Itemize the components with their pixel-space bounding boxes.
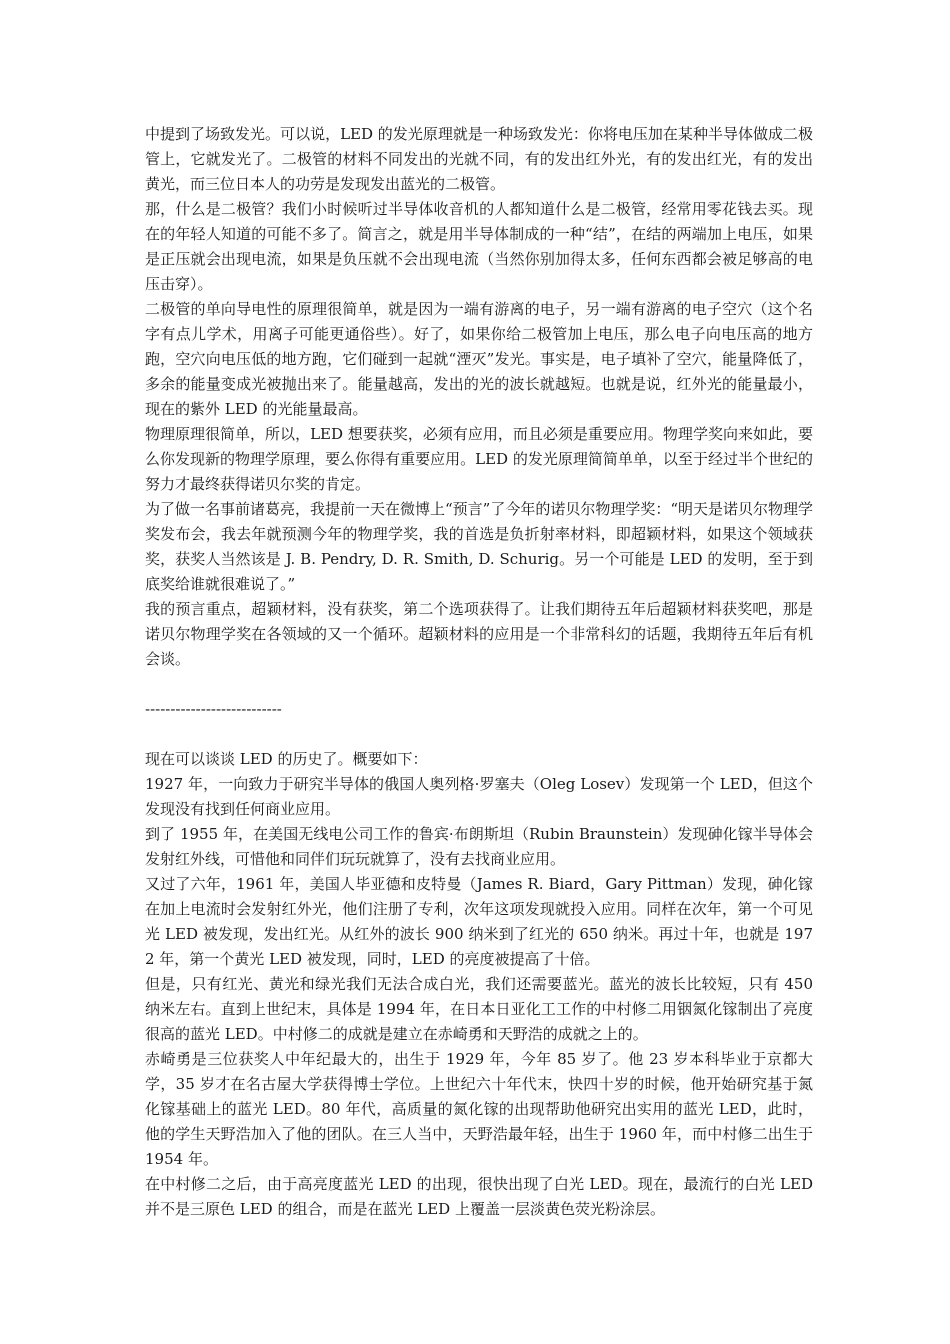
paragraph: 又过了六年，1961 年，美国人毕亚德和皮特曼（James R. Biard，Gary Pittman）发现，砷化镓在加上电流时会发射红外光，他们注册了专利，次年这项发现就投入应用。同样在次年，第一个可见光 LED 被发现，发出红光。从红外的波长 900 纳米到了红光的 650 纳米。再过十年，也就是 1972 年，第一个黄光 LED 被发现，同时，LED 的亮度被提高了十倍。 [145, 875, 813, 968]
paragraph: 在中村修二之后，由于高亮度蓝光 LED 的出现，很快出现了白光 LED。现在，最流行的白光 LED 并不是三原色 LED 的组合，而是在蓝光 LED 上覆盖一层淡黄色荧光粉涂层。 [145, 1175, 813, 1218]
paragraph: 中提到了场致发光。可以说，LED 的发光原理就是一种场致发光：你将电压加在某种半导体做成二极管上，它就发光了。二极管的材料不同发出的光就不同，有的发出红外光，有的发出红光，有的发出黄光，而三位日本人的功劳是发现发出蓝光的二极管。 [145, 125, 813, 193]
paragraph: 我的预言重点，超颖材料，没有获奖，第二个选项获得了。让我们期待五年后超颖材料获奖吧，那是诺贝尔物理学奖在各领域的又一个循环。超颖材料的应用是一个非常科幻的话题，我期待五年后有机会谈。 [145, 600, 813, 668]
document-body [145, 122, 813, 1222]
section-divider: --------------------------- [145, 700, 282, 718]
paragraph: 1927 年，一向致力于研究半导体的俄国人奥列格·罗塞夫（Oleg Losev）发现第一个 LED，但这个发现没有找到任何商业应用。 [145, 775, 813, 818]
paragraph: 那，什么是二极管？我们小时候听过半导体收音机的人都知道什么是二极管，经常用零花钱去买。现在的年轻人知道的可能不多了。简言之，就是用半导体制成的一种“结”，在结的两端加上电压，如果是正压就会出现电流，如果是负压就不会出现电流（当然你别加得太多，任何东西都会被足够高的电压击穿）。 [145, 200, 813, 293]
paragraph: 到了 1955 年，在美国无线电公司工作的鲁宾·布朗斯坦（Rubin Braunstein）发现砷化镓半导体会发射红外线，可惜他和同伴们玩玩就算了，没有去找商业应用。 [145, 825, 813, 868]
blank-line [145, 722, 813, 747]
paragraph: 为了做一名事前诸葛亮，我提前一天在微博上“预言”了今年的诺贝尔物理学奖：“明天是诺贝尔物理学奖发布会，我去年就预测今年的物理学奖，我的首选是负折射率材料，即超颖材料，如果这个领域获奖，获奖人当然该是 J. B. Pendry, D. R. Smith, D. Schurig。另一个可能是 LED 的发明，至于到底奖给谁就很难说了。” [145, 500, 814, 593]
paragraph: 但是，只有红光、黄光和绿光我们无法合成白光，我们还需要蓝光。蓝光的波长比较短，只有 450 纳米左右。直到上世纪末，具体是 1994 年，在日本日亚化工工作的中村修二用铟氮化镓制出了亮度很高的蓝光 LED。中村修二的成就是建立在赤崎勇和天野浩的成就之上的。 [145, 975, 813, 1043]
paragraph: 物理原理很简单，所以，LED 想要获奖，必须有应用，而且必须是重要应用。物理学奖向来如此，要么你发现新的物理学原理，要么你得有重要应用。LED 的发光原理简简单单，以至于经过半个世纪的努力才最终获得诺贝尔奖的肯定。 [145, 425, 813, 493]
paragraph: 现在可以谈谈 LED 的历史了。概要如下： [145, 750, 428, 768]
paragraph: 赤崎勇是三位获奖人中年纪最大的，出生于 1929 年，今年 85 岁了。他 23 岁本科毕业于京都大学，35 岁才在名古屋大学获得博士学位。上世纪六十年代末，快四十岁的时候，他开始研究基于氮化镓基础上的蓝光 LED。80 年代，高质量的氮化镓的出现帮助他研究出实用的蓝光 LED，此时，他的学生天野浩加入了他的团队。在三人当中，天野浩最年轻，出生于 1960 年，而中村修二出生于 1954 年。 [145, 1050, 813, 1168]
paragraph: 二极管的单向导电性的原理很简单，就是因为一端有游离的电子，另一端有游离的电子空穴（这个名字有点儿学术，用离子可能更通俗些）。好了，如果你给二极管加上电压，那么电子向电压高的地方跑，空穴向电压低的地方跑，它们碰到一起就“湮灭”发光。事实是，电子填补了空穴，能量降低了，多余的能量变成光被抛出来了。能量越高，发出的光的波长就越短。也就是说，红外光的能量最小，现在的紫外 LED 的光能量最高。 [145, 300, 813, 418]
